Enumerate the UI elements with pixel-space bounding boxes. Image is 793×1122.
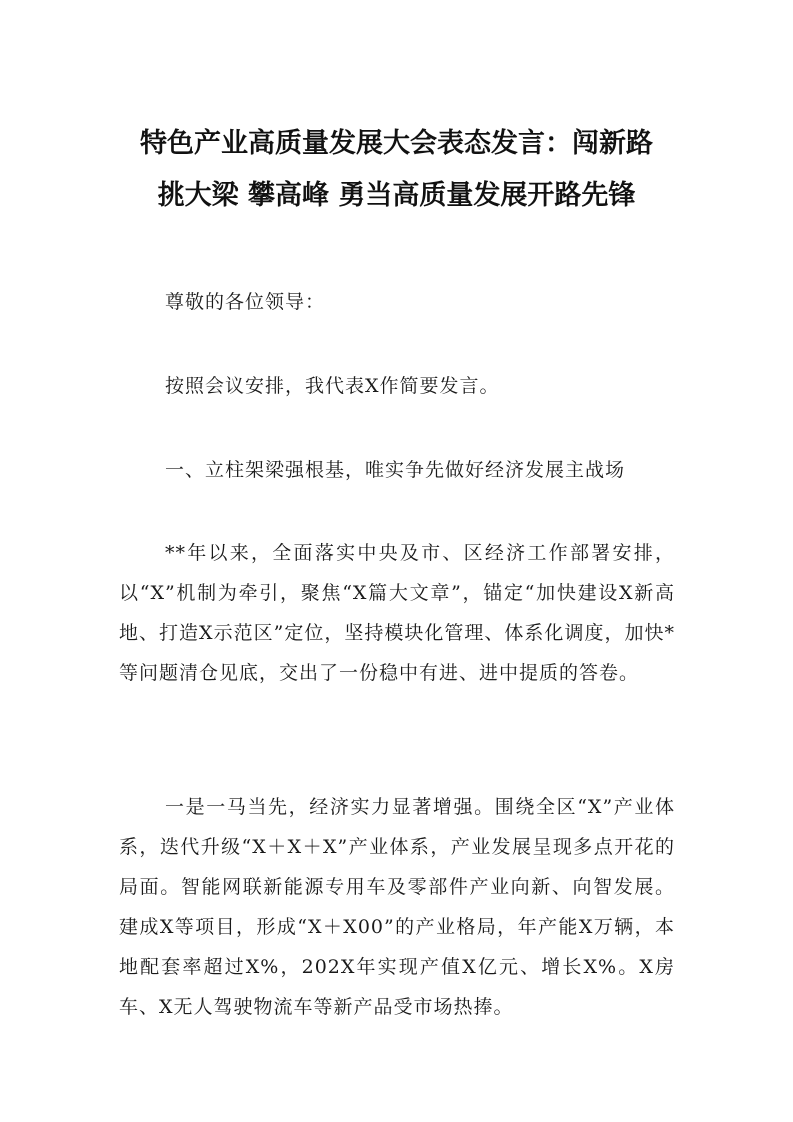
salutation: 尊敬的各位领导： [165,291,326,313]
title-line-1: 特色产业高质量发展大会表态发言：闯新路 [140,128,653,159]
title-line-2: 挑大梁 攀高峰 勇当高质量发展开路先锋 [157,180,636,211]
intro-paragraph: 按照会议安排，我代表X作简要发言。 [165,375,500,397]
section-heading: 一、立柱架梁强根基，唯实争先做好经济发展主战场 [165,459,626,481]
document-title [100,118,693,222]
body-paragraph-2: 一是一马当先，经济实力显著增强。围绕全区“X”产业体系，迭代升级“X＋X＋X”产业体系，产业发展呈现多点开花的局面。智能网联新能源专用车及零部件产业向新、向智发展。建成X等项目，形成“X＋X00”的产业格局，年产能X万辆，本地配套率超过X%，202X年实现产值X亿元、增长X%。X房车、X无人驾驶物流车等新产品受市场热捧。 [119,796,675,1018]
body-paragraph-1: **年以来，全面落实中央及市、区经济工作部署安排，以“X”机制为牵引，聚焦“X篇大文章”，锚定“加快建设X新高地、打造X示范区”定位，坚持模块化管理、体系化调度，加快*等问题清仓见底，交出了一份稳中有进、进中提质的答卷。 [119,542,675,684]
